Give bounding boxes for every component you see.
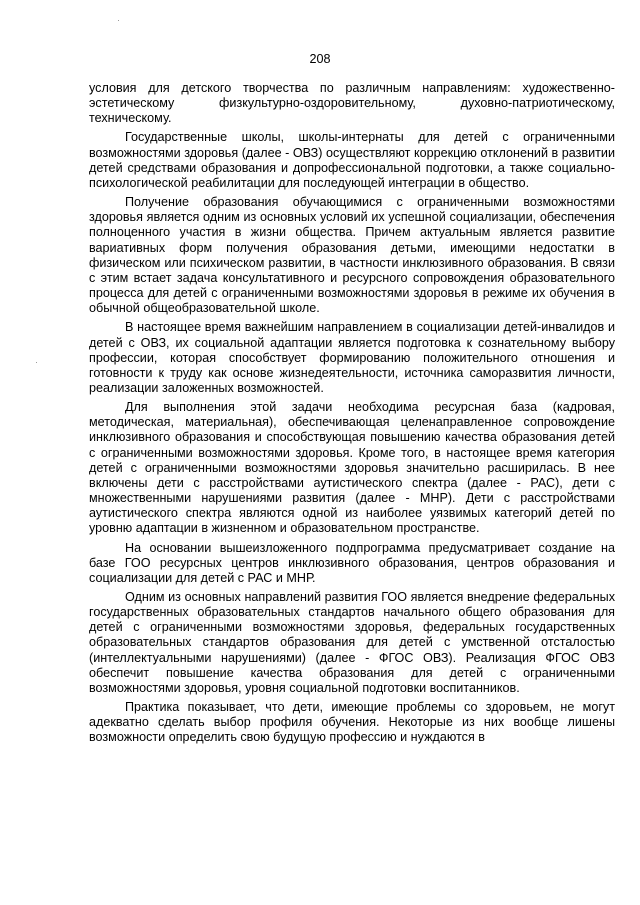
paragraph: Практика показывает, что дети, имеющие проблемы со здоровьем, не могут адекватно сделать выбор профиля обучения. Некоторые из них вообще лишены возможности определить свою будущую профессию и нуждаются в — [89, 700, 615, 745]
paragraph: На основании вышеизложенного подпрограмма предусматривает создание на базе ГОО ресурсных центров инклюзивного образования, центров образования и социализации для детей с РАС и МНР. — [89, 540, 615, 585]
body-text — [89, 81, 615, 750]
paragraph-continuation: условия для детского творчества по различным направлениям: художественно-эстетическому физкультурно-оздоровительному, духовно-патриотическому, техническому. — [89, 81, 615, 126]
page-number: 208 — [309, 52, 331, 66]
paragraph: Одним из основных направлений развития ГОО является внедрение федеральных государственных образовательных стандартов начального общего образования для детей с ограниченными возможностями здоровья, федеральных государственных образовательных стандартов образования для детей с умственной отсталостью (интеллектуальными нарушениями) (далее - ФГОС ОВЗ). Реализация ФГОС ОВЗ обеспечит повышение качества образования для детей с ограниченными возможностями здоровья, уровня социальной подготовки воспитанников. — [89, 590, 615, 695]
paragraph: Получение образования обучающимися с ограниченными возможностями здоровья является одним из основных условий их успешной социализации, обеспечения полноценного участия в жизни общества. Причем актуальным является развитие вариативных форм получения образования детьми, имеющими недостатки в физическом или психическом развитии, в частности инклюзивного образования. В связи с этим встает задача консультативного и ресурсного сопровождения образовательного процесса для детей с ограниченными возможностями здоровья в режиме их обучения в обычной общеобразовательной школе. — [89, 195, 615, 316]
paragraph: Для выполнения этой задачи необходима ресурсная база (кадровая, методическая, материальная), обеспечивающая целенаправленное сопровождение инклюзивного образования и способствующая повышению качества образования детей с ограниченными возможностями здоровья. Кроме того, в настоящее время категория детей с ограниченными возможностями здоровья значительно расширилась. В нее включены дети с расстройствами аутистического спектра (далее - РАС), дети с множественными нарушениями развития (далее - МНР). Дети с расстройствами аутистического спектра являются одной из наиболее уязвимых категорий детей по уровню адаптации в жизненном и образовательном пространстве. — [89, 400, 615, 536]
paragraph: Государственные школы, школы-интернаты для детей с ограниченными возможностями здоровья (далее - ОВЗ) осуществляют коррекцию отклонений в развитии детей средствами образования и допрофессиональной подготовки, а также социально-психологической реабилитации для последующей интеграции в общество. — [89, 130, 615, 190]
paragraph: В настоящее время важнейшим направлением в социализации детей-инвалидов и детей с ОВЗ, их социальной адаптации является подготовка к сознательному выбору профессии, которая способствует формированию положительного отношения и готовности к труду как основе жизнедеятельности, источника саморазвития личности, реализации заложенных возможностей. — [89, 320, 615, 395]
scan-speck — [36, 362, 37, 363]
scan-speck — [118, 20, 119, 21]
